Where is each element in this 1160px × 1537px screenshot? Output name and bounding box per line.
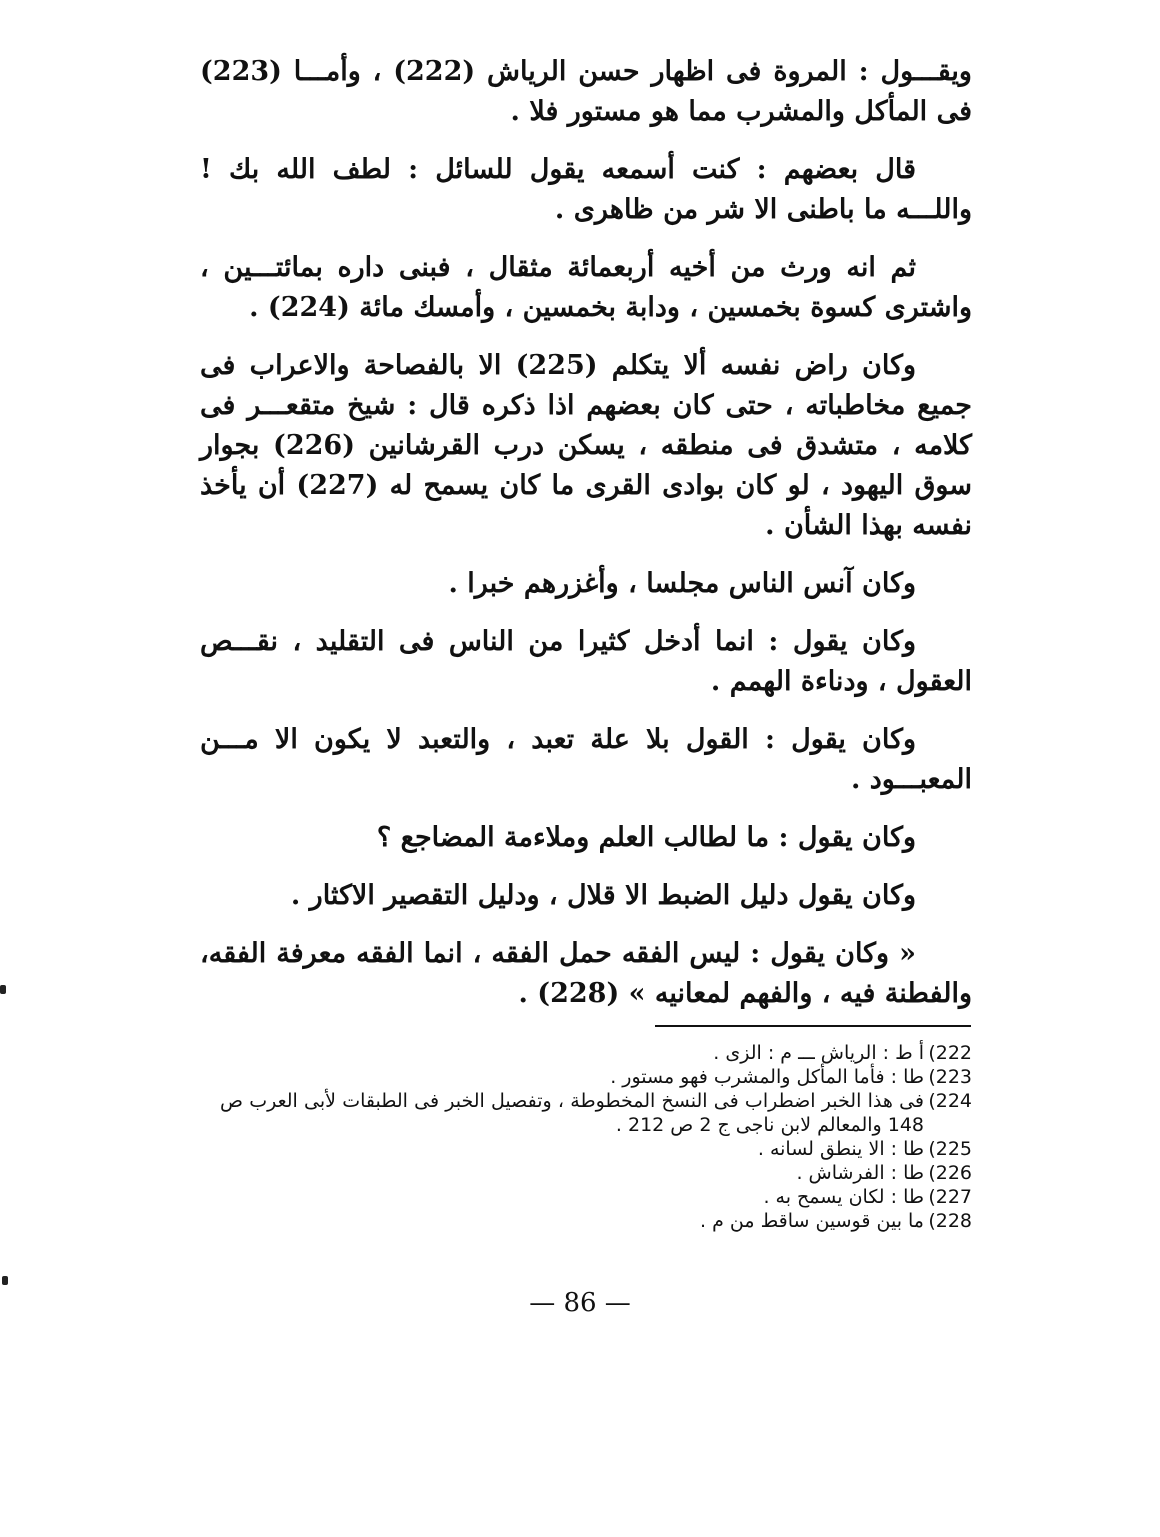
footnote [220,1089,972,1137]
footnote [220,1065,972,1089]
footnote-text: فى هذا الخبر اضطراب فى النسخ المخطوطة ، وتفصيل الخبر فى الطبقات لأبى العرب ص 148 والمعالم لابن ناجى ج 2 ص 212 . [220,1090,924,1136]
footnote-number: (225 [928,1138,972,1160]
paragraph: وكان راض نفسه ألا يتكلم (225) الا بالفصاحة والاعراب فى جميع مخاطباته ، حتى كان بعضهم اذا ذكره قال : شيخ متقعـــر فى كلامه ، متشدق فى منطقه ، يسكن درب القرشانين (226) بجوار سوق اليهود ، لو كان بوادى القرى ما كان يسمح له (227) أن يأخذ نفسه بهذا الشأن . [200,350,972,541]
paragraph: قال بعضهم : كنت أسمعه يقول للسائل : لطف الله بك ! واللـــه ما باطنى الا شر من ظاهرى . [200,154,972,225]
scan-speck [0,985,6,994]
footnote [220,1041,972,1065]
footnote-number: (224 [928,1090,972,1112]
scan-speck [2,1276,8,1285]
footnote-number: (223 [928,1066,972,1088]
footnote [220,1185,972,1209]
footnote-number: (228 [928,1210,972,1232]
footnote-divider [655,1025,971,1027]
footnote [220,1161,972,1185]
footnote-number: (222 [928,1042,972,1064]
paragraph: وكان يقول : القول بلا علة تعبد ، والتعبد لا يكون الا مـــن المعبـــود . [200,724,972,795]
footnote [220,1137,972,1161]
paragraph: « وكان يقول : ليس الفقه حمل الفقه ، انما الفقه معرفة الفقه، والفطنة فيه ، والفهم لمعانيه » (228) . [200,938,972,1009]
paragraph: ويقـــول : المروة فى اظهار حسن الرياش (222) ، وأمـــا (223) فى المأكل والمشرب مما هو مستور فلا . [200,56,972,127]
page-number: — 86 — [529,1288,631,1318]
main-text [200,52,972,1032]
footnotes-section [220,1041,972,1233]
paragraph: وكان يقول : ما لطالب العلم وملاءمة المضاجع ؟ [376,822,916,853]
paragraph: وكان يقول دليل الضبط الا قلال ، ودليل التقصير الاكثار . [290,880,916,911]
paragraph: وكان آنس الناس مجلسا ، وأغزرهم خبرا . [448,568,916,599]
paragraph: ثم انه ورث من أخيه أربعمائة مثقال ، فبنى داره بمائتـــين ، واشترى كسوة بخمسين ، ودابة بخمسين ، وأمسك مائة (224) . [200,252,972,323]
footnote-text: أ ط : الرياش ـــ م : الزى . [713,1042,924,1064]
footnote-text: طا : لكان يسمح به . [763,1186,924,1208]
footnote-text: طا : الا ينطق لسانه . [757,1138,924,1160]
footnote-text: طا : الفرشاش . [796,1162,924,1184]
footnote [220,1209,972,1233]
paragraph: وكان يقول : انما أدخل كثيرا من الناس فى التقليد ، نقـــص العقول ، ودناءة الهمم . [200,626,972,697]
footnote-text: طا : فأما المأكل والمشرب فهو مستور . [610,1066,924,1088]
footnote-text: ما بين قوسين ساقط من م . [700,1210,924,1232]
footnote-number: (227 [928,1186,972,1208]
footnote-number: (226 [928,1162,972,1184]
